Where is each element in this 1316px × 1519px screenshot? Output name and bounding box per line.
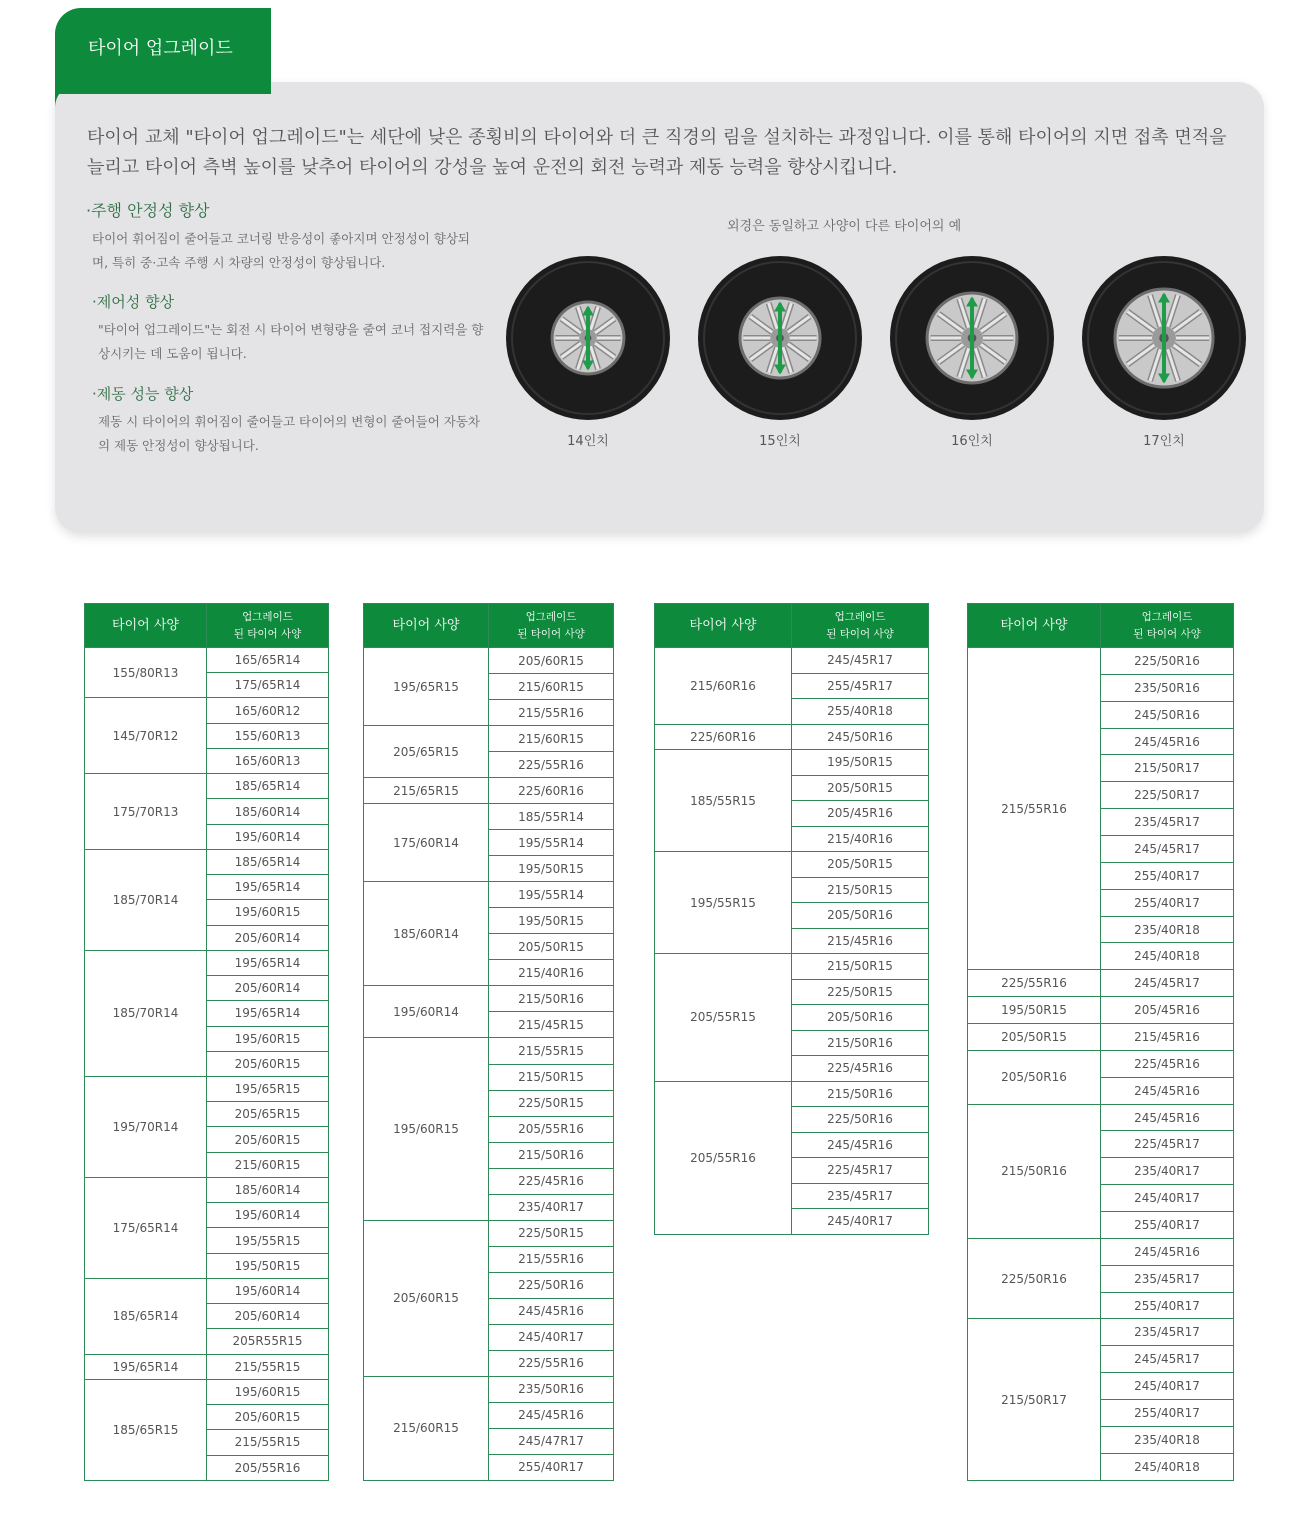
upgraded-spec-cell: 215/60R15 bbox=[489, 726, 614, 752]
upgraded-spec-cell: 205/65R15 bbox=[207, 1102, 329, 1127]
upgraded-spec-cell: 245/45R16 bbox=[1101, 1077, 1234, 1104]
upgraded-spec-cell: 165/65R14 bbox=[207, 648, 329, 673]
original-spec-cell: 225/50R16 bbox=[968, 1238, 1101, 1319]
upgraded-spec-cell: 165/60R13 bbox=[207, 748, 329, 773]
original-spec-cell: 195/70R14 bbox=[85, 1076, 207, 1177]
upgraded-spec-cell: 185/65R14 bbox=[207, 774, 329, 799]
original-spec-cell: 215/65R15 bbox=[364, 778, 489, 804]
upgraded-spec-cell: 225/50R16 bbox=[792, 1107, 929, 1133]
upgraded-spec-cell: 245/45R17 bbox=[1101, 1346, 1234, 1373]
table-row bbox=[364, 986, 614, 1012]
header-upgraded-spec: 업그레이드 된 타이어 사양 bbox=[1101, 604, 1234, 648]
original-spec-cell: 205/60R15 bbox=[364, 1220, 489, 1376]
table-row bbox=[655, 750, 929, 776]
upgraded-spec-cell: 225/55R16 bbox=[489, 752, 614, 778]
table-row bbox=[364, 1220, 614, 1246]
upgraded-spec-cell: 205/55R16 bbox=[207, 1455, 329, 1480]
table-row bbox=[85, 774, 329, 799]
upgraded-spec-cell: 235/40R18 bbox=[1101, 1426, 1234, 1453]
table-row bbox=[85, 1177, 329, 1202]
original-spec-cell: 195/65R14 bbox=[85, 1354, 207, 1379]
table-row bbox=[85, 1354, 329, 1379]
original-spec-cell: 195/65R15 bbox=[364, 648, 489, 726]
feature-stability bbox=[86, 198, 486, 275]
upgraded-spec-cell: 215/50R15 bbox=[792, 877, 929, 903]
upgraded-spec-cell: 225/50R15 bbox=[792, 979, 929, 1005]
upgraded-spec-cell: 215/50R16 bbox=[792, 1030, 929, 1056]
upgraded-spec-cell: 225/60R16 bbox=[489, 778, 614, 804]
original-spec-cell: 185/65R14 bbox=[85, 1278, 207, 1354]
upgraded-spec-cell: 215/55R15 bbox=[489, 1038, 614, 1064]
upgraded-spec-cell: 215/60R15 bbox=[489, 674, 614, 700]
upgraded-spec-cell: 255/40R17 bbox=[1101, 1400, 1234, 1427]
original-spec-cell: 205/55R15 bbox=[655, 954, 792, 1082]
table-row bbox=[85, 1278, 329, 1303]
upgraded-spec-cell: 215/45R15 bbox=[489, 1012, 614, 1038]
table-row bbox=[364, 726, 614, 752]
upgraded-spec-cell: 245/40R17 bbox=[792, 1209, 929, 1235]
upgraded-spec-cell: 245/45R16 bbox=[1101, 1104, 1234, 1131]
wheel-size-label: 14인치 bbox=[567, 434, 609, 449]
table-row bbox=[968, 1319, 1234, 1346]
original-spec-cell: 185/65R15 bbox=[85, 1379, 207, 1480]
upgraded-spec-cell: 205/60R15 bbox=[489, 648, 614, 674]
upgraded-spec-cell: 195/60R14 bbox=[207, 824, 329, 849]
upgraded-spec-cell: 195/65R14 bbox=[207, 950, 329, 975]
original-spec-cell: 225/55R16 bbox=[968, 970, 1101, 997]
table-row bbox=[364, 648, 614, 674]
page-title: 타이어 업그레이드 bbox=[88, 38, 233, 59]
upgraded-spec-cell: 205R55R15 bbox=[207, 1329, 329, 1354]
wheel-2-icon bbox=[697, 255, 863, 421]
original-spec-cell: 215/50R16 bbox=[968, 1104, 1101, 1238]
upgraded-spec-cell: 175/65R14 bbox=[207, 673, 329, 698]
original-spec-cell: 225/60R16 bbox=[655, 724, 792, 750]
original-spec-cell: 195/50R15 bbox=[968, 997, 1101, 1024]
upgraded-spec-cell: 245/45R16 bbox=[489, 1402, 614, 1428]
original-spec-cell: 195/60R14 bbox=[364, 986, 489, 1038]
upgraded-spec-cell: 195/60R15 bbox=[207, 1026, 329, 1051]
upgraded-spec-cell: 225/55R16 bbox=[489, 1350, 614, 1376]
upgraded-spec-cell: 195/50R15 bbox=[489, 908, 614, 934]
feature-title: ·제어성 향상 bbox=[92, 293, 174, 311]
upgraded-spec-cell: 165/60R12 bbox=[207, 698, 329, 723]
header-upgraded-spec: 업그레이드 된 타이어 사양 bbox=[792, 604, 929, 648]
table-row bbox=[968, 648, 1234, 675]
tire-table-2 bbox=[363, 603, 614, 1481]
tire-table-4 bbox=[967, 603, 1234, 1481]
wheel-3-icon bbox=[889, 255, 1055, 421]
table-row bbox=[655, 724, 929, 750]
upgraded-spec-cell: 215/40R16 bbox=[792, 826, 929, 852]
upgraded-spec-cell: 245/50R16 bbox=[1101, 701, 1234, 728]
upgraded-spec-cell: 245/45R16 bbox=[489, 1298, 614, 1324]
table-row bbox=[968, 970, 1234, 997]
table-row bbox=[85, 950, 329, 975]
table-row bbox=[85, 648, 329, 673]
upgraded-spec-cell: 245/45R17 bbox=[1101, 836, 1234, 863]
feature-title: ·제동 성능 향상 bbox=[92, 385, 194, 403]
upgraded-spec-cell: 255/40R17 bbox=[1101, 862, 1234, 889]
original-spec-cell: 155/80R13 bbox=[85, 648, 207, 698]
upgraded-spec-cell: 205/60R15 bbox=[207, 1051, 329, 1076]
original-spec-cell: 215/60R15 bbox=[364, 1376, 489, 1480]
upgraded-spec-cell: 245/40R17 bbox=[1101, 1373, 1234, 1400]
original-spec-cell: 195/55R15 bbox=[655, 852, 792, 954]
original-spec-cell: 195/60R15 bbox=[364, 1038, 489, 1220]
upgraded-spec-cell: 245/40R18 bbox=[1101, 943, 1234, 970]
upgraded-spec-cell: 195/55R14 bbox=[489, 830, 614, 856]
upgraded-spec-cell: 195/50R15 bbox=[207, 1253, 329, 1278]
table-row bbox=[655, 1081, 929, 1107]
upgraded-spec-cell: 215/50R15 bbox=[489, 1064, 614, 1090]
original-spec-cell: 175/65R14 bbox=[85, 1177, 207, 1278]
original-spec-cell: 215/60R16 bbox=[655, 648, 792, 725]
table-row bbox=[364, 778, 614, 804]
original-spec-cell: 185/70R14 bbox=[85, 849, 207, 950]
table-row bbox=[85, 1379, 329, 1404]
original-spec-cell: 215/50R17 bbox=[968, 1319, 1101, 1480]
table-row bbox=[364, 804, 614, 830]
upgraded-spec-cell: 195/60R15 bbox=[207, 900, 329, 925]
upgraded-spec-cell: 255/45R17 bbox=[792, 673, 929, 699]
original-spec-cell: 205/55R16 bbox=[655, 1081, 792, 1234]
upgraded-spec-cell: 255/40R17 bbox=[489, 1454, 614, 1480]
original-spec-cell: 185/70R14 bbox=[85, 950, 207, 1076]
tire-table-3 bbox=[654, 603, 929, 1235]
upgraded-spec-cell: 215/55R15 bbox=[207, 1354, 329, 1379]
upgraded-spec-cell: 245/45R16 bbox=[1101, 1238, 1234, 1265]
upgraded-spec-cell: 195/55R15 bbox=[207, 1228, 329, 1253]
header-original-spec: 타이어 사양 bbox=[655, 604, 792, 648]
original-spec-cell: 205/65R15 bbox=[364, 726, 489, 778]
table-row bbox=[655, 954, 929, 980]
feature-title: ·주행 안정성 향상 bbox=[86, 201, 210, 220]
upgraded-spec-cell: 225/45R16 bbox=[792, 1056, 929, 1082]
feature-text: "타이어 업그레이드"는 회전 시 타이어 변형량을 줄여 코너 접지력을 향상시키는 데 도움이 됩니다. bbox=[98, 322, 484, 361]
feature-text: 타이어 휘어짐이 줄어들고 코너링 반응성이 좋아지며 안정성이 향상되며, 특히 중·고속 주행 시 차량의 안정성이 향상됩니다. bbox=[92, 231, 470, 270]
upgraded-spec-cell: 195/60R14 bbox=[207, 1278, 329, 1303]
upgraded-spec-cell: 255/40R17 bbox=[1101, 1212, 1234, 1239]
upgraded-spec-cell: 205/45R16 bbox=[1101, 997, 1234, 1024]
upgraded-spec-cell: 245/45R16 bbox=[792, 1132, 929, 1158]
tire-table-1 bbox=[84, 603, 329, 1481]
upgraded-spec-cell: 245/40R17 bbox=[489, 1324, 614, 1350]
upgraded-spec-cell: 225/45R16 bbox=[1101, 1050, 1234, 1077]
upgraded-spec-cell: 215/50R16 bbox=[489, 1142, 614, 1168]
upgraded-spec-cell: 245/50R16 bbox=[792, 724, 929, 750]
upgraded-spec-cell: 195/60R14 bbox=[207, 1203, 329, 1228]
feature-braking bbox=[92, 383, 492, 458]
upgraded-spec-cell: 255/40R17 bbox=[1101, 1292, 1234, 1319]
upgraded-spec-cell: 215/40R16 bbox=[489, 960, 614, 986]
original-spec-cell: 145/70R12 bbox=[85, 698, 207, 774]
upgraded-spec-cell: 225/45R16 bbox=[489, 1168, 614, 1194]
upgraded-spec-cell: 235/45R17 bbox=[792, 1183, 929, 1209]
table-row bbox=[364, 882, 614, 908]
upgraded-spec-cell: 235/40R17 bbox=[489, 1194, 614, 1220]
upgraded-spec-cell: 255/40R18 bbox=[792, 699, 929, 725]
upgraded-spec-cell: 205/50R16 bbox=[792, 903, 929, 929]
table-row bbox=[85, 698, 329, 723]
original-spec-cell: 205/50R16 bbox=[968, 1050, 1101, 1104]
upgraded-spec-cell: 185/60R14 bbox=[207, 1177, 329, 1202]
upgraded-spec-cell: 225/50R17 bbox=[1101, 782, 1234, 809]
upgraded-spec-cell: 215/55R16 bbox=[489, 700, 614, 726]
upgraded-spec-cell: 225/50R15 bbox=[489, 1220, 614, 1246]
table-row bbox=[655, 648, 929, 674]
original-spec-cell: 205/50R15 bbox=[968, 1024, 1101, 1051]
header-original-spec: 타이어 사양 bbox=[364, 604, 489, 648]
wheel-4-icon bbox=[1081, 255, 1247, 421]
upgraded-spec-cell: 155/60R13 bbox=[207, 723, 329, 748]
table-row bbox=[655, 852, 929, 878]
table-row bbox=[968, 1050, 1234, 1077]
table-row bbox=[968, 1104, 1234, 1131]
header-tab bbox=[55, 8, 271, 94]
upgraded-spec-cell: 215/60R15 bbox=[207, 1152, 329, 1177]
upgraded-spec-cell: 205/60R14 bbox=[207, 976, 329, 1001]
upgraded-spec-cell: 245/45R17 bbox=[792, 648, 929, 674]
upgraded-spec-cell: 225/50R16 bbox=[1101, 648, 1234, 675]
header-original-spec: 타이어 사양 bbox=[85, 604, 207, 648]
intro-text: 타이어 교체 "타이어 업그레이드"는 세단에 낮은 종횡비의 타이어와 더 큰 직경의 림을 설치하는 과정입니다. 이를 통해 타이어의 지면 접촉 면적을 늘리고 타이어 측벽 높이를 낮추어 타이어의 강성을 높여 운전의 회전 능력과 제동 능력을 향상시킵니다. bbox=[87, 127, 1227, 178]
upgraded-spec-cell: 245/45R16 bbox=[1101, 728, 1234, 755]
upgraded-spec-cell: 235/45R17 bbox=[1101, 1319, 1234, 1346]
upgraded-spec-cell: 185/60R14 bbox=[207, 799, 329, 824]
upgraded-spec-cell: 205/60R15 bbox=[207, 1405, 329, 1430]
upgraded-spec-cell: 235/45R17 bbox=[1101, 1265, 1234, 1292]
upgraded-spec-cell: 235/50R16 bbox=[1101, 674, 1234, 701]
upgraded-spec-cell: 215/50R17 bbox=[1101, 755, 1234, 782]
upgraded-spec-cell: 195/65R14 bbox=[207, 1001, 329, 1026]
upgraded-spec-cell: 235/45R17 bbox=[1101, 809, 1234, 836]
upgraded-spec-cell: 195/55R14 bbox=[489, 882, 614, 908]
upgraded-spec-cell: 235/40R18 bbox=[1101, 916, 1234, 943]
upgraded-spec-cell: 215/45R16 bbox=[792, 928, 929, 954]
upgraded-spec-cell: 205/50R15 bbox=[489, 934, 614, 960]
table-row bbox=[968, 997, 1234, 1024]
upgraded-spec-cell: 205/50R16 bbox=[792, 1005, 929, 1031]
upgraded-spec-cell: 215/50R16 bbox=[489, 986, 614, 1012]
wheel-1-icon bbox=[505, 255, 671, 421]
upgraded-spec-cell: 255/40R17 bbox=[1101, 889, 1234, 916]
upgraded-spec-cell: 225/50R16 bbox=[489, 1272, 614, 1298]
upgraded-spec-cell: 245/47R17 bbox=[489, 1428, 614, 1454]
upgraded-spec-cell: 195/50R15 bbox=[792, 750, 929, 776]
original-spec-cell: 185/55R15 bbox=[655, 750, 792, 852]
upgraded-spec-cell: 185/55R14 bbox=[489, 804, 614, 830]
original-spec-cell: 175/70R13 bbox=[85, 774, 207, 850]
upgraded-spec-cell: 225/45R17 bbox=[792, 1158, 929, 1184]
upgraded-spec-cell: 225/45R17 bbox=[1101, 1131, 1234, 1158]
upgraded-spec-cell: 245/40R17 bbox=[1101, 1185, 1234, 1212]
upgraded-spec-cell: 245/45R17 bbox=[1101, 970, 1234, 997]
table-row bbox=[968, 1024, 1234, 1051]
upgraded-spec-cell: 235/50R16 bbox=[489, 1376, 614, 1402]
upgraded-spec-cell: 215/50R15 bbox=[792, 954, 929, 980]
upgraded-spec-cell: 245/40R18 bbox=[1101, 1453, 1234, 1480]
upgraded-spec-cell: 235/40R17 bbox=[1101, 1158, 1234, 1185]
upgraded-spec-cell: 185/65R14 bbox=[207, 849, 329, 874]
upgraded-spec-cell: 205/60R14 bbox=[207, 925, 329, 950]
upgraded-spec-cell: 195/50R15 bbox=[489, 856, 614, 882]
upgraded-spec-cell: 215/55R16 bbox=[489, 1246, 614, 1272]
upgraded-spec-cell: 195/65R14 bbox=[207, 875, 329, 900]
wheel-size-label: 17인치 bbox=[1143, 434, 1185, 449]
header-upgraded-spec: 업그레이드 된 타이어 사양 bbox=[207, 604, 329, 648]
upgraded-spec-cell: 205/50R15 bbox=[792, 852, 929, 878]
upgraded-spec-cell: 195/60R15 bbox=[207, 1379, 329, 1404]
upgraded-spec-cell: 205/60R14 bbox=[207, 1304, 329, 1329]
upgraded-spec-cell: 205/50R15 bbox=[792, 775, 929, 801]
table-row bbox=[85, 1076, 329, 1101]
upgraded-spec-cell: 215/45R16 bbox=[1101, 1024, 1234, 1051]
wheel-size-label: 15인치 bbox=[759, 434, 801, 449]
table-row bbox=[364, 1038, 614, 1064]
feature-control bbox=[92, 291, 492, 366]
upgraded-spec-cell: 205/60R15 bbox=[207, 1127, 329, 1152]
upgraded-spec-cell: 205/45R16 bbox=[792, 801, 929, 827]
table-row bbox=[85, 849, 329, 874]
upgraded-spec-cell: 205/55R16 bbox=[489, 1116, 614, 1142]
upgraded-spec-cell: 215/50R16 bbox=[792, 1081, 929, 1107]
upgraded-spec-cell: 215/55R15 bbox=[207, 1430, 329, 1455]
wheels-caption: 외경은 동일하고 사양이 다른 타이어의 예 bbox=[727, 219, 962, 234]
header-original-spec: 타이어 사양 bbox=[968, 604, 1101, 648]
upgraded-spec-cell: 225/50R15 bbox=[489, 1090, 614, 1116]
upgraded-spec-cell: 195/65R15 bbox=[207, 1076, 329, 1101]
table-row bbox=[968, 1238, 1234, 1265]
original-spec-cell: 185/60R14 bbox=[364, 882, 489, 986]
original-spec-cell: 215/55R16 bbox=[968, 648, 1101, 970]
header-upgraded-spec: 업그레이드 된 타이어 사양 bbox=[489, 604, 614, 648]
wheel-size-label: 16인치 bbox=[951, 434, 993, 449]
feature-text: 제동 시 타이어의 휘어짐이 줄어들고 타이어의 변형이 줄어들어 자동차의 제동 안정성이 향상됩니다. bbox=[98, 414, 480, 453]
original-spec-cell: 175/60R14 bbox=[364, 804, 489, 882]
table-row bbox=[364, 1376, 614, 1402]
